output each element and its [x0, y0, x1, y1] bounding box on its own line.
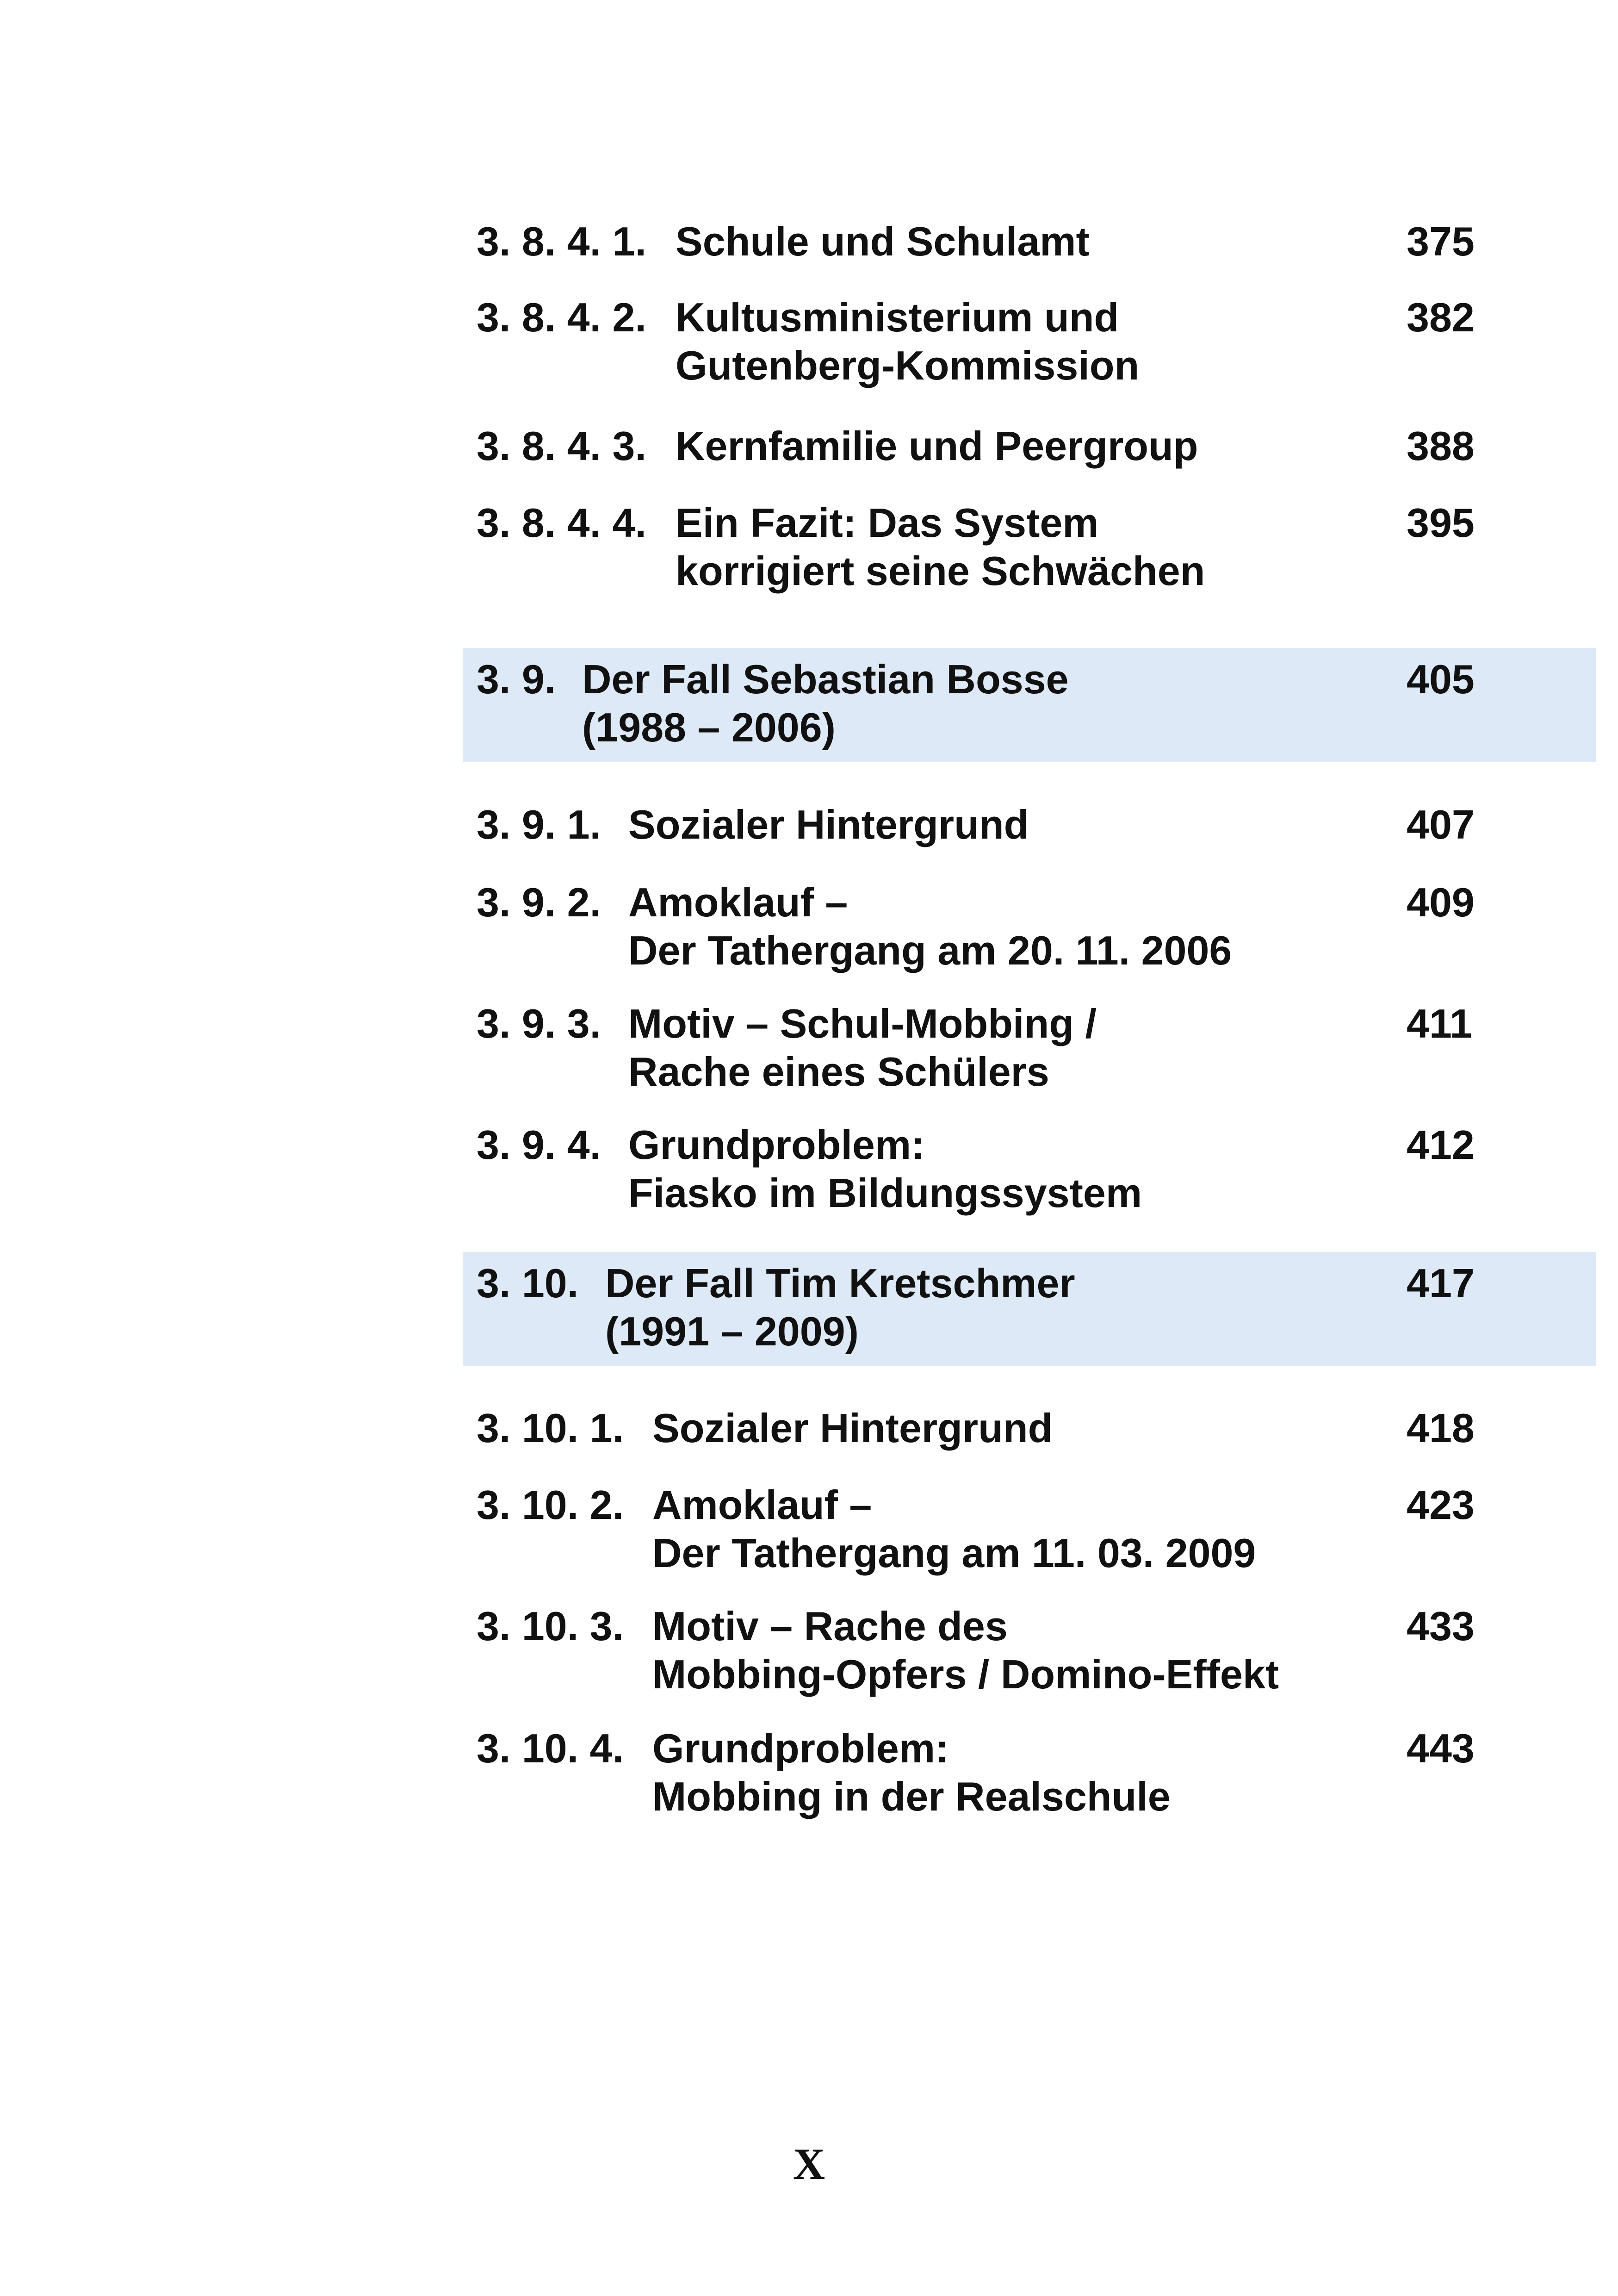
toc-entry-title: Sozialer Hintergrund — [628, 802, 1029, 847]
toc-entry-page: 388 — [1407, 423, 1475, 469]
toc-entry-number: 3. 8. 4. 4. — [477, 500, 646, 546]
toc-entry-number: 3. 9. 4. — [477, 1122, 601, 1168]
toc-entry-number: 3. 8. 4. 2. — [477, 294, 646, 340]
toc-section-3-10 — [463, 1252, 1596, 1366]
toc-entry-3-10-3 — [463, 1602, 1596, 1699]
toc-entry-number: 3. 8. 4. 3. — [477, 423, 646, 469]
toc-entry-title: Kernfamilie und Peergroup — [676, 423, 1198, 469]
toc-entry-page: 409 — [1407, 879, 1475, 925]
toc-entry-title: Grundproblem: — [652, 1725, 949, 1771]
toc-entry-page: 417 — [1407, 1260, 1475, 1306]
toc-entry-title-continued: Mobbing in der Realschule — [652, 1773, 1171, 1819]
toc-section-3-9 — [463, 648, 1596, 762]
toc-entry-3-10-4 — [463, 1724, 1596, 1821]
toc-entry-title: Der Fall Sebastian Bosse — [582, 656, 1069, 702]
toc-entry-title-continued: Der Tathergang am 11. 03. 2009 — [652, 1530, 1256, 1576]
page-folio: X — [793, 2139, 825, 2189]
toc-entry-title: Schule und Schulamt — [676, 218, 1090, 264]
toc-entry-3-8-4-4 — [463, 499, 1596, 595]
toc-entry-title: Ein Fazit: Das System — [676, 500, 1099, 546]
toc-entry-page: 382 — [1407, 294, 1475, 340]
toc-entry-title: Kultusministerium und — [676, 294, 1119, 340]
toc-entry-title-continued: Mobbing-Opfers / Domino-Effekt — [652, 1651, 1279, 1697]
toc-entry-title-continued: korrigiert seine Schwächen — [676, 548, 1205, 594]
toc-entry-title: Motiv – Schul-Mobbing / — [628, 1001, 1097, 1046]
toc-entry-number: 3. 8. 4. 1. — [477, 218, 646, 264]
toc-entry-title: Amoklauf – — [628, 879, 848, 925]
toc-entry-page: 375 — [1407, 218, 1475, 264]
toc-entry-number: 3. 10. — [477, 1260, 579, 1306]
toc-entry-3-9-3 — [463, 1000, 1596, 1096]
toc-entry-title: Grundproblem: — [628, 1122, 925, 1168]
toc-entry-page: 412 — [1407, 1122, 1475, 1168]
toc-entry-title: Sozialer Hintergrund — [652, 1405, 1053, 1451]
toc-entry-page: 395 — [1407, 500, 1475, 546]
toc-entry-number: 3. 9. 1. — [477, 802, 601, 847]
toc-entry-number: 3. 9. 2. — [477, 879, 601, 925]
toc-entry-3-9-2 — [463, 878, 1596, 975]
toc-entry-3-9-1 — [463, 801, 1596, 849]
toc-entry-title: Motiv – Rache des — [652, 1603, 1008, 1649]
toc-entry-number: 3. 9. 3. — [477, 1001, 601, 1046]
toc-entry-number: 3. 10. 4. — [477, 1725, 624, 1771]
toc-entry-title-continued: Der Tathergang am 20. 11. 2006 — [628, 927, 1232, 973]
toc-entry-3-9-4 — [463, 1121, 1596, 1217]
toc-entry-title: Der Fall Tim Kretschmer — [605, 1260, 1075, 1306]
toc-entry-number: 3. 10. 3. — [477, 1603, 624, 1649]
toc-entry-3-10-2 — [463, 1481, 1596, 1577]
toc-entry-title-continued: (1988 – 2006) — [582, 704, 836, 750]
toc-entry-title-continued: Rache eines Schülers — [628, 1049, 1049, 1095]
toc-entry-page: 411 — [1407, 1001, 1472, 1046]
toc-entry-number: 3. 9. — [477, 656, 556, 702]
toc-entry-3-8-4-2 — [463, 293, 1596, 390]
toc-entry-number: 3. 10. 2. — [477, 1482, 624, 1528]
toc-entry-page: 443 — [1407, 1725, 1475, 1771]
toc-entry-page: 418 — [1407, 1405, 1475, 1451]
toc-entry-title-continued: Gutenberg-Kommission — [676, 342, 1140, 388]
toc-entry-page: 405 — [1407, 656, 1475, 702]
toc-entry-3-8-4-3 — [463, 422, 1596, 470]
toc-entry-number: 3. 10. 1. — [477, 1405, 624, 1451]
toc-entry-page: 423 — [1407, 1482, 1475, 1528]
toc-entry-title-continued: (1991 – 2009) — [605, 1308, 859, 1354]
toc-entry-page: 433 — [1407, 1603, 1475, 1649]
toc-entry-title: Amoklauf – — [652, 1482, 872, 1528]
toc-entry-3-8-4-1 — [463, 218, 1596, 266]
toc-entry-title-continued: Fiasko im Bildungssystem — [628, 1170, 1142, 1216]
toc-entry-page: 407 — [1407, 802, 1475, 847]
toc-entry-3-10-1 — [463, 1404, 1596, 1452]
